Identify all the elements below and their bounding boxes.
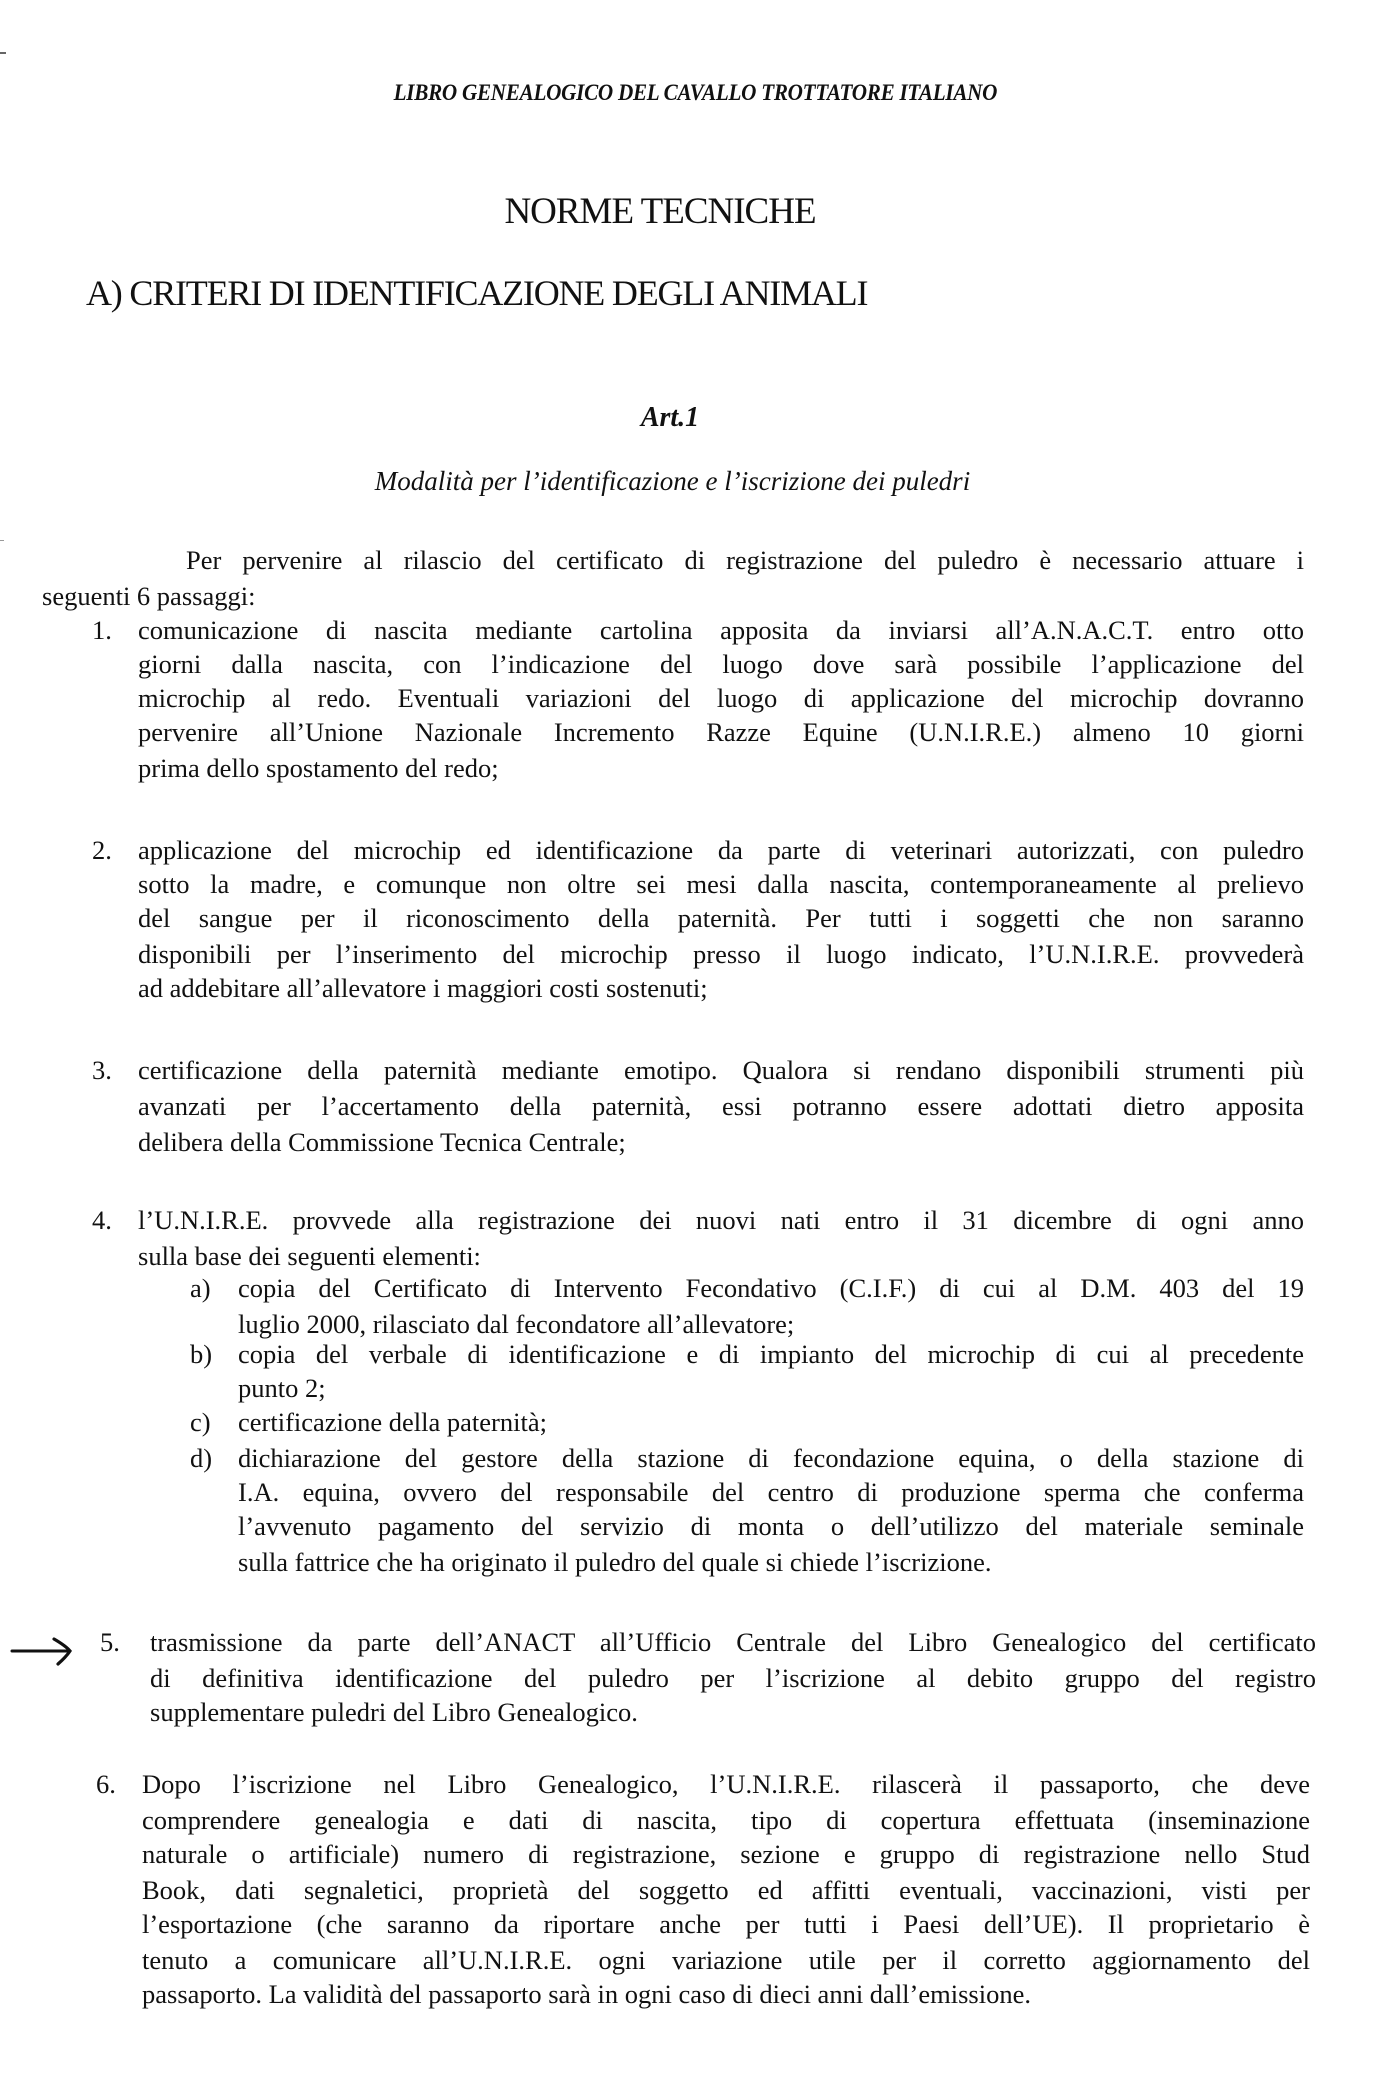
item-line: applicazione del microchip ed identificazione da parte di veterinari autorizzati, con puledro bbox=[138, 835, 1304, 865]
item-line: supplementare puledri del Libro Genealogico. bbox=[150, 1697, 638, 1727]
article-number: Art.1 bbox=[640, 402, 700, 433]
sub-item-line: I.A. equina, ovvero del responsabile del centro di produzione sperma che conferma bbox=[238, 1477, 1304, 1507]
item-line: Dopo l’iscrizione nel Libro Genealogico, l’U.N.I.R.E. rilascerà il passaporto, che deve bbox=[142, 1769, 1310, 1799]
item-line: prima dello spostamento del redo; bbox=[138, 753, 499, 783]
item-number: 6. bbox=[96, 1769, 116, 1799]
sub-item-line: luglio 2000, rilasciato dal fecondatore all’allevatore; bbox=[238, 1309, 795, 1339]
sub-item-line: punto 2; bbox=[238, 1373, 326, 1403]
item-line: passaporto. La validità del passaporto sarà in ogni caso di dieci anni dall’emissione. bbox=[142, 1979, 1031, 2009]
sub-item-line: certificazione della paternità; bbox=[238, 1407, 547, 1437]
sub-item-line: l’avvenuto pagamento del servizio di monta o dell’utilizzo del materiale seminale bbox=[238, 1511, 1304, 1541]
item-line: microchip al redo. Eventuali variazioni del luogo di applicazione del microchip dovranno bbox=[138, 683, 1304, 713]
scan-margin-mark bbox=[0, 52, 6, 54]
item-number: 5. bbox=[100, 1627, 120, 1657]
item-line: trasmissione da parte dell’ANACT all’Ufficio Centrale del Libro Genealogico del certificato bbox=[150, 1627, 1316, 1657]
sub-item-letter: a) bbox=[190, 1273, 211, 1303]
item-line: ad addebitare all’allevatore i maggiori costi sostenuti; bbox=[138, 973, 708, 1003]
item-line: del sangue per il riconoscimento della paternità. Per tutti i soggetti che non saranno bbox=[138, 903, 1304, 933]
item-line: avanzati per l’accertamento della paternità, essi potranno essere adottati dietro apposita bbox=[138, 1091, 1304, 1121]
item-line: giorni dalla nascita, con l’indicazione del luogo dove sarà possibile l’applicazione del bbox=[138, 649, 1304, 679]
item-line: comunicazione di nascita mediante cartolina apposita da inviarsi all’A.N.A.C.T. entro otto bbox=[138, 615, 1304, 645]
item-line: delibera della Commissione Tecnica Centrale; bbox=[138, 1127, 626, 1157]
sub-item-line: copia del Certificato di Intervento Fecondativo (C.I.F.) di cui al D.M. 403 del 19 bbox=[238, 1273, 1304, 1303]
item-number: 2. bbox=[92, 835, 112, 865]
arrow-right-icon bbox=[10, 1636, 74, 1666]
scan-margin-mark bbox=[0, 540, 4, 541]
sub-item-letter: c) bbox=[190, 1407, 211, 1437]
sub-item-line: copia del verbale di identificazione e di impianto del microchip di cui al precedente bbox=[238, 1339, 1304, 1369]
item-line: sulla base dei seguenti elementi: bbox=[138, 1241, 481, 1271]
item-line: naturale o artificiale) numero di registrazione, sezione e gruppo di registrazione nello Stud bbox=[142, 1839, 1310, 1869]
running-head: LIBRO GENEALOGICO DEL CAVALLO TROTTATORE ITALIANO bbox=[393, 80, 998, 105]
sub-item-line: dichiarazione del gestore della stazione di fecondazione equina, o della stazione di bbox=[238, 1443, 1304, 1473]
article-subtitle: Modalità per l’identificazione e l’iscrizione dei puledri bbox=[374, 466, 971, 496]
item-line: l’esportazione (che saranno da riportare anche per tutti i Paesi dell’UE). Il proprietario è bbox=[142, 1909, 1310, 1939]
item-line: comprendere genealogia e dati di nascita, tipo di copertura effettuata (inseminazione bbox=[142, 1805, 1310, 1835]
intro-line: Per pervenire al rilascio del certificato di registrazione del puledro è necessario attuare i bbox=[186, 545, 1304, 575]
item-line: disponibili per l’inserimento del microchip presso il luogo indicato, l’U.N.I.R.E. provvederà bbox=[138, 939, 1304, 969]
item-line: Book, dati segnaletici, proprietà del soggetto ed affitti eventuali, vaccinazioni, visti per bbox=[142, 1875, 1310, 1905]
item-number: 3. bbox=[92, 1055, 112, 1085]
item-line: l’U.N.I.R.E. provvede alla registrazione dei nuovi nati entro il 31 dicembre di ogni anno bbox=[138, 1205, 1304, 1235]
sub-item-letter: b) bbox=[190, 1339, 213, 1369]
document-title: NORME TECNICHE bbox=[504, 191, 816, 232]
item-number: 1. bbox=[92, 615, 112, 645]
sub-item-letter: d) bbox=[190, 1443, 213, 1473]
item-line: sotto la madre, e comunque non oltre sei mesi dalla nascita, contemporaneamente al prelievo bbox=[138, 869, 1304, 899]
item-line: pervenire all’Unione Nazionale Incremento Razze Equine (U.N.I.R.E.) almeno 10 giorni bbox=[138, 717, 1304, 747]
item-line: di definitiva identificazione del puledro per l’iscrizione al debito gruppo del registro bbox=[150, 1663, 1316, 1693]
item-number: 4. bbox=[92, 1205, 112, 1235]
section-title: A) CRITERI DI IDENTIFICAZIONE DEGLI ANIMALI bbox=[86, 273, 868, 313]
intro-line: seguenti 6 passaggi: bbox=[42, 581, 256, 611]
item-line: tenuto a comunicare all’U.N.I.R.E. ogni variazione utile per il corretto aggiornamento del bbox=[142, 1945, 1310, 1975]
sub-item-line: sulla fattrice che ha originato il puledro del quale si chiede l’iscrizione. bbox=[238, 1547, 992, 1577]
item-line: certificazione della paternità mediante emotipo. Qualora si rendano disponibili strumenti più bbox=[138, 1055, 1304, 1085]
